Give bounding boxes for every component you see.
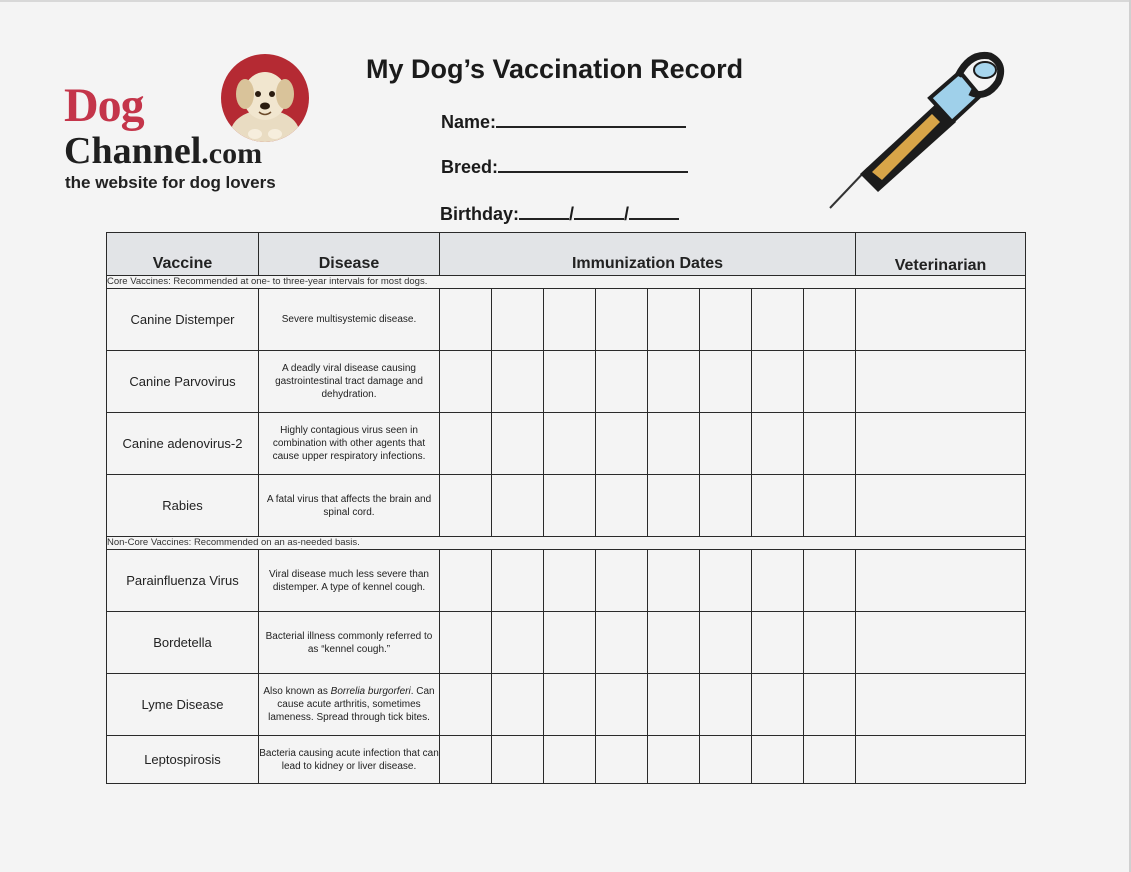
date-cell[interactable] xyxy=(752,736,804,784)
date-cell[interactable] xyxy=(544,736,596,784)
table-row xyxy=(107,351,1026,413)
vaccine-name: Parainfluenza Virus xyxy=(107,550,259,612)
date-cell[interactable] xyxy=(544,413,596,475)
birthday-separator: / xyxy=(624,204,630,224)
date-cell[interactable] xyxy=(492,351,544,413)
breed-label: Breed: xyxy=(441,157,499,177)
date-cell[interactable] xyxy=(648,550,700,612)
disease-description: Highly contagious virus seen in combination with other agents that cause upper respiratory infections. xyxy=(259,413,440,475)
page-edge xyxy=(0,0,1131,2)
veterinarian-cell[interactable] xyxy=(856,674,1026,736)
date-cell[interactable] xyxy=(492,289,544,351)
date-cell[interactable] xyxy=(440,612,492,674)
logo-tagline: the website for dog lovers xyxy=(65,173,276,192)
date-cell[interactable] xyxy=(804,289,856,351)
table-row xyxy=(107,674,1026,736)
disease-italic-text: Borrelia burgorferi xyxy=(330,686,411,697)
header-immunization-dates: Immunization Dates xyxy=(440,233,856,276)
birthday-day-line[interactable] xyxy=(574,202,624,220)
date-cell[interactable] xyxy=(492,475,544,537)
table-row xyxy=(107,413,1026,475)
date-cell[interactable] xyxy=(544,289,596,351)
date-cell[interactable] xyxy=(700,736,752,784)
name-field[interactable] xyxy=(441,110,686,133)
date-cell[interactable] xyxy=(544,674,596,736)
header-disease: Disease xyxy=(259,233,440,276)
date-cell[interactable] xyxy=(544,612,596,674)
date-cell[interactable] xyxy=(700,289,752,351)
core-section-note: Core Vaccines: Recommended at one- to three-year intervals for most dogs. xyxy=(107,276,1026,289)
date-cell[interactable] xyxy=(700,351,752,413)
date-cell[interactable] xyxy=(596,351,648,413)
date-cell[interactable] xyxy=(440,736,492,784)
date-cell[interactable] xyxy=(648,475,700,537)
veterinarian-cell[interactable] xyxy=(856,351,1026,413)
date-cell[interactable] xyxy=(648,736,700,784)
date-cell[interactable] xyxy=(804,736,856,784)
table-row xyxy=(107,550,1026,612)
date-cell[interactable] xyxy=(440,289,492,351)
disease-description: Viral disease much less severe than distemper. A type of kennel cough. xyxy=(259,550,440,612)
date-cell[interactable] xyxy=(648,674,700,736)
date-cell[interactable] xyxy=(544,475,596,537)
logo-dotcom: .com xyxy=(201,137,263,170)
veterinarian-cell[interactable] xyxy=(856,475,1026,537)
date-cell[interactable] xyxy=(804,674,856,736)
date-cell[interactable] xyxy=(648,289,700,351)
date-cell[interactable] xyxy=(752,612,804,674)
vaccine-name: Canine Parvovirus xyxy=(107,351,259,413)
breed-line[interactable] xyxy=(498,155,688,173)
table-row xyxy=(107,612,1026,674)
date-cell[interactable] xyxy=(700,475,752,537)
date-cell[interactable] xyxy=(804,550,856,612)
breed-field[interactable] xyxy=(441,155,688,178)
date-cell[interactable] xyxy=(648,351,700,413)
birthday-field[interactable] xyxy=(440,202,679,225)
date-cell[interactable] xyxy=(596,612,648,674)
disease-description: A deadly viral disease causing gastrointestinal tract damage and dehydration. xyxy=(259,351,440,413)
disease-description: A fatal virus that affects the brain and spinal cord. xyxy=(259,475,440,537)
disease-description: Bacteria causing acute infection that can lead to kidney or liver disease. xyxy=(259,736,440,784)
vaccine-name: Lyme Disease xyxy=(107,674,259,736)
date-cell[interactable] xyxy=(804,612,856,674)
date-cell[interactable] xyxy=(648,413,700,475)
date-cell[interactable] xyxy=(752,289,804,351)
date-cell[interactable] xyxy=(700,413,752,475)
date-cell[interactable] xyxy=(752,475,804,537)
date-cell[interactable] xyxy=(804,475,856,537)
vaccine-name: Leptospirosis xyxy=(107,736,259,784)
date-cell[interactable] xyxy=(596,289,648,351)
disease-description xyxy=(259,674,440,736)
date-cell[interactable] xyxy=(752,674,804,736)
disease-description: Bacterial illness commonly referred to as “kennel cough.” xyxy=(259,612,440,674)
date-cell[interactable] xyxy=(596,736,648,784)
table-row xyxy=(107,475,1026,537)
header-vaccine: Vaccine xyxy=(107,233,259,276)
veterinarian-cell[interactable] xyxy=(856,612,1026,674)
date-cell[interactable] xyxy=(648,612,700,674)
table-row xyxy=(107,289,1026,351)
date-cell[interactable] xyxy=(440,674,492,736)
date-cell[interactable] xyxy=(440,550,492,612)
veterinarian-cell[interactable] xyxy=(856,550,1026,612)
vaccine-name: Canine Distemper xyxy=(107,289,259,351)
date-cell[interactable] xyxy=(440,351,492,413)
vaccine-name: Bordetella xyxy=(107,612,259,674)
header-veterinarian: Veterinarian xyxy=(856,233,1026,276)
birthday-separator: / xyxy=(569,204,575,224)
date-cell[interactable] xyxy=(700,612,752,674)
date-cell[interactable] xyxy=(440,413,492,475)
date-cell[interactable] xyxy=(700,550,752,612)
date-cell[interactable] xyxy=(804,351,856,413)
date-cell[interactable] xyxy=(544,351,596,413)
disease-text: Also known as xyxy=(263,686,331,697)
disease-description: Severe multisystemic disease. xyxy=(259,289,440,351)
disease-text: . Can cause acute arthritis, sometimes lameness. Spread through tick bites. xyxy=(268,686,435,723)
date-cell[interactable] xyxy=(596,674,648,736)
syringe-icon xyxy=(820,42,1020,214)
veterinarian-cell[interactable] xyxy=(856,289,1026,351)
name-line[interactable] xyxy=(496,110,686,128)
date-cell[interactable] xyxy=(492,413,544,475)
birthday-month-line[interactable] xyxy=(519,202,569,220)
noncore-section-note: Non-Core Vaccines: Recommended on an as-needed basis. xyxy=(107,537,1026,550)
date-cell[interactable] xyxy=(596,550,648,612)
dogchannel-logo xyxy=(64,52,314,197)
date-cell[interactable] xyxy=(440,475,492,537)
date-cell[interactable] xyxy=(596,475,648,537)
birthday-year-line[interactable] xyxy=(629,202,679,220)
puppy-icon xyxy=(221,54,309,142)
veterinarian-cell[interactable] xyxy=(856,413,1026,475)
page-title: My Dog’s Vaccination Record xyxy=(366,54,744,84)
date-cell[interactable] xyxy=(492,736,544,784)
date-cell[interactable] xyxy=(492,612,544,674)
name-label: Name: xyxy=(441,112,497,132)
birthday-label: Birthday: xyxy=(440,204,520,224)
table-row xyxy=(107,736,1026,784)
date-cell[interactable] xyxy=(752,413,804,475)
date-cell[interactable] xyxy=(752,550,804,612)
date-cell[interactable] xyxy=(492,674,544,736)
veterinarian-cell[interactable] xyxy=(856,736,1026,784)
vaccine-name: Canine adenovirus-2 xyxy=(107,413,259,475)
date-cell[interactable] xyxy=(544,550,596,612)
date-cell[interactable] xyxy=(700,674,752,736)
logo-dog-text: Dog xyxy=(64,79,144,132)
date-cell[interactable] xyxy=(804,413,856,475)
date-cell[interactable] xyxy=(492,550,544,612)
vaccine-name: Rabies xyxy=(107,475,259,537)
date-cell[interactable] xyxy=(752,351,804,413)
vaccination-table xyxy=(106,232,1026,784)
date-cell[interactable] xyxy=(596,413,648,475)
logo-channel-text xyxy=(64,132,262,170)
logo-channel-word: Channel xyxy=(64,130,202,172)
